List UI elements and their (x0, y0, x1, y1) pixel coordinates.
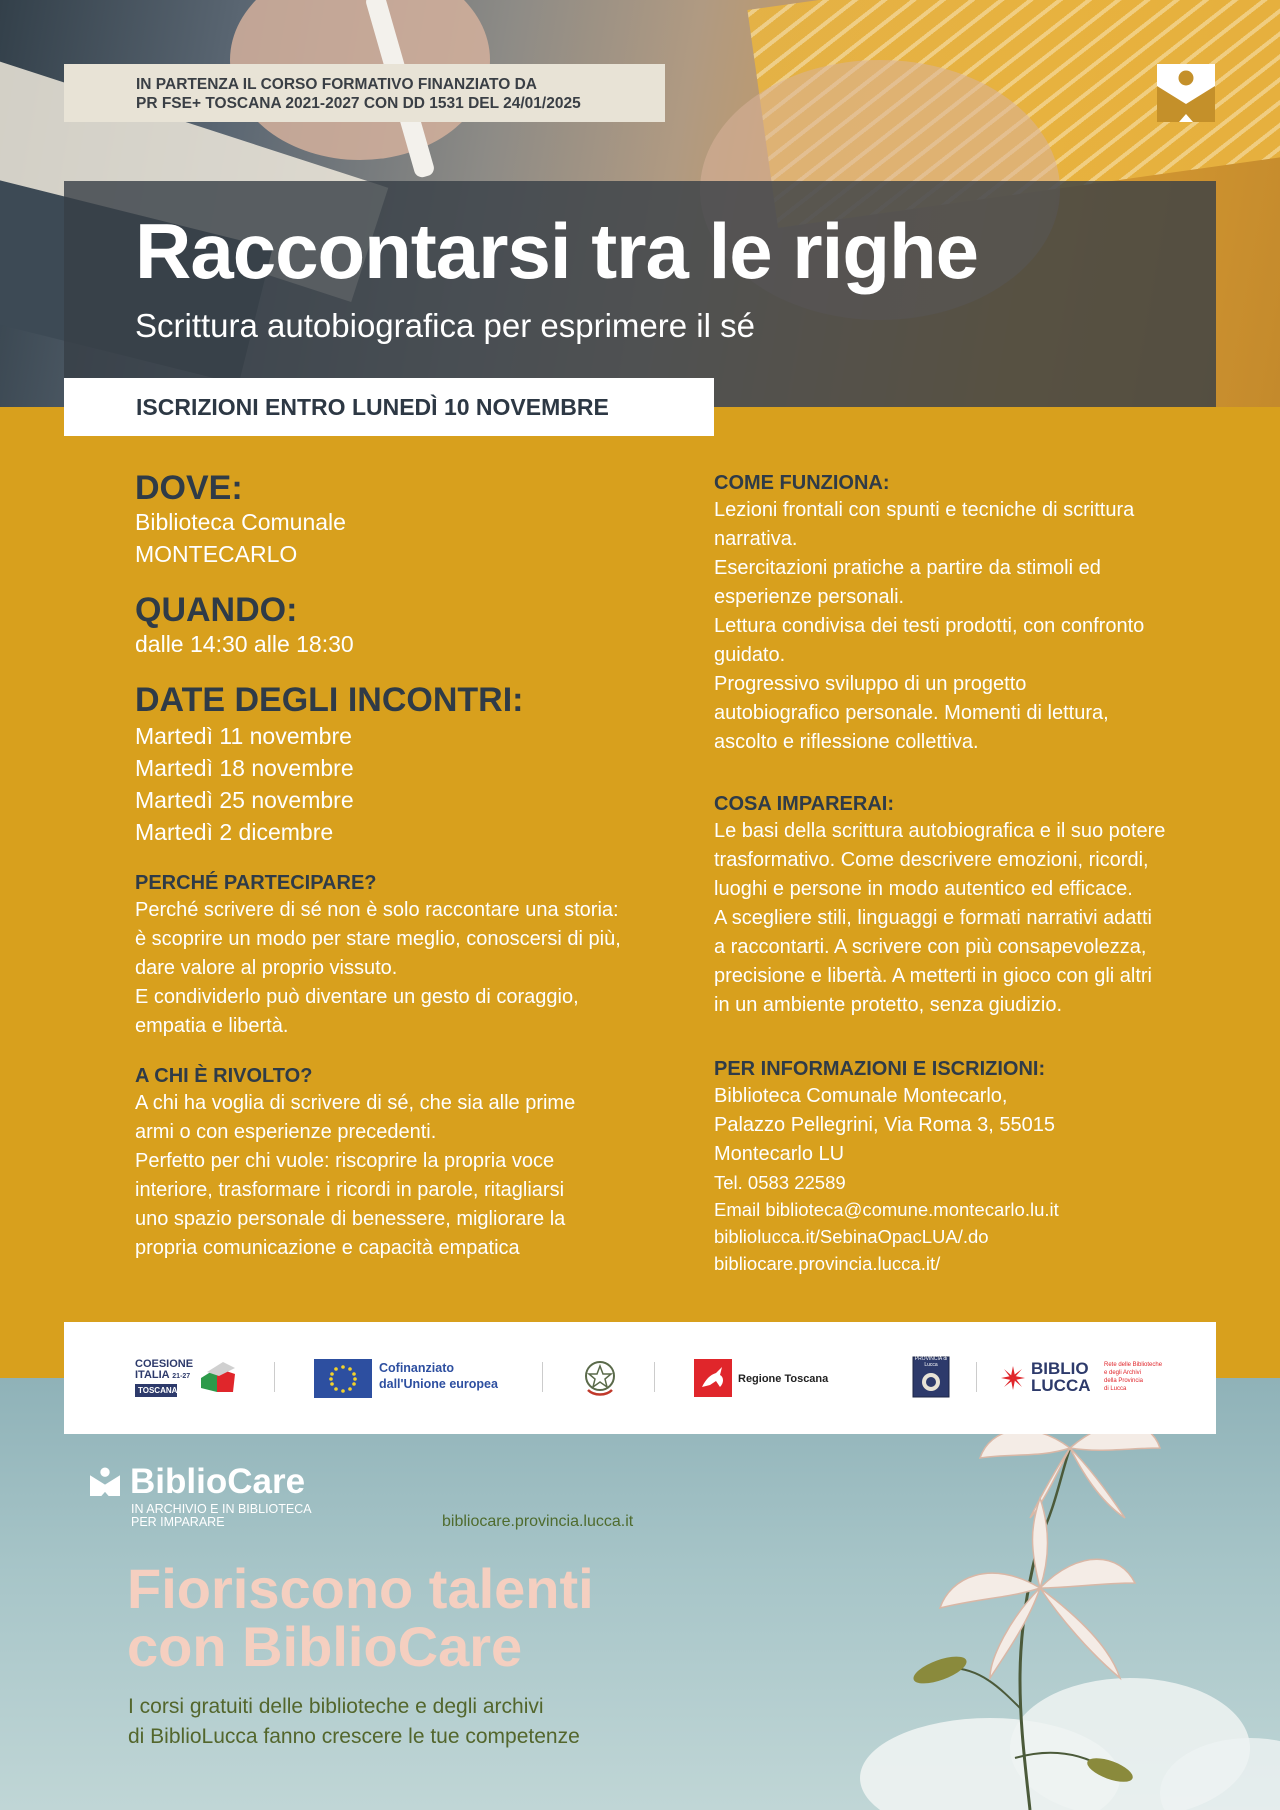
coesione-text: ITALIA (135, 1369, 170, 1381)
pegasus-icon (694, 1359, 732, 1397)
cosa-line: a raccontarti. A scrivere con più consapevolezza, (714, 936, 1147, 958)
provincia-text: PROVINCIA di Lucca (914, 1356, 948, 1368)
coesione-years: 21-27 (172, 1373, 191, 1380)
page-subtitle: Scrittura autobiografica per esprimere il sé (135, 307, 755, 344)
eu-text (379, 1360, 498, 1392)
info-heading: PER INFORMAZIONI E ISCRIZIONI: (714, 1058, 1046, 1080)
info-line: Biblioteca Comunale Montecarlo, (714, 1085, 1008, 1107)
description-line: di BiblioLucca fanno crescere le tue competenze (128, 1725, 580, 1748)
coesione-text: COESIONE (135, 1358, 194, 1370)
cosa-line: luoghi e persone in modo autentico ed efficace. (714, 878, 1133, 900)
bibliocare-logo-icon (90, 1466, 120, 1496)
cosa-text (714, 817, 1214, 1020)
tagline-line: IN ARCHIVIO E IN BIBLIOTECA (131, 1502, 312, 1516)
quando-heading: QUANDO: (135, 591, 298, 629)
perche-line: empatia e libertà. (135, 1015, 289, 1037)
coesione-logo (135, 1359, 193, 1397)
bibliolucca-small-line: Rete delle Biblioteche (1104, 1362, 1163, 1368)
a-chi-line: uno spazio personale di benessere, migliorare la (135, 1208, 566, 1230)
eu-line: Cofinanziato (379, 1361, 454, 1375)
a-chi-text (135, 1089, 675, 1263)
cosa-line: A scegliere stili, linguaggi e formati narrativi adatti (714, 907, 1152, 929)
date-list (135, 720, 675, 848)
date-item: Martedì 2 dicembre (135, 819, 334, 845)
logo-divider (976, 1362, 977, 1392)
info-line: Montecarlo LU (714, 1143, 845, 1165)
opac-link[interactable]: bibliolucca.it/SebinaOpacLUA/.do (714, 1226, 989, 1247)
come-line: Lezioni frontali con spunti e tecniche di scrittura (714, 499, 1135, 521)
eu-flag-icon (314, 1359, 372, 1398)
italian-emblem-icon (582, 1358, 618, 1398)
dove-line: Biblioteca Comunale (135, 509, 346, 535)
funding-banner (64, 64, 665, 122)
coesione-cube-icon (197, 1358, 239, 1396)
dove-heading: DOVE: (135, 469, 243, 507)
partner-logos (64, 1322, 1216, 1434)
cosa-line: in un ambiente protetto, senza giudizio. (714, 994, 1062, 1016)
headline-line: con BiblioCare (127, 1615, 523, 1678)
cosa-line: precisione e libertà. A metterti in gioco con gli altri (714, 965, 1152, 987)
bibliolucca-text (1031, 1360, 1091, 1394)
book-flowers-illustration (880, 1418, 1220, 1810)
dove-line: MONTECARLO (135, 541, 298, 567)
footer-headline (127, 1557, 594, 1678)
come-line: esperienze personali. (714, 586, 905, 608)
come-line: Esercitazioni pratiche a partire da stimoli ed (714, 557, 1101, 579)
a-chi-line: propria comunicazione e capacità empatica (135, 1237, 520, 1259)
a-chi-line: Perfetto per chi vuole: riscoprire la propria voce (135, 1150, 555, 1172)
bibliolucca-small-line: di Lucca (1104, 1386, 1127, 1392)
a-chi-line: interiore, trasformare i ricordi in parole, ritagliarsi (135, 1179, 565, 1201)
bibliolucca-subtext (1104, 1361, 1162, 1393)
tagline-line: PER IMPARARE (131, 1515, 225, 1529)
right-column (714, 470, 1214, 1277)
footer-description (128, 1692, 580, 1752)
come-line: narrativa. (714, 528, 798, 550)
a-chi-heading: A CHI È RIVOLTO? (135, 1065, 313, 1087)
come-text (714, 496, 1214, 757)
perche-line: Perché scrivere di sé non è solo raccontare una storia: (135, 899, 619, 921)
bibliocare-url[interactable]: bibliocare.provincia.lucca.it (442, 1513, 634, 1530)
date-heading: DATE DEGLI INCONTRI: (135, 681, 524, 719)
info-line: Palazzo Pellegrini, Via Roma 3, 55015 (714, 1114, 1055, 1136)
perche-line: E condividerlo può diventare un gesto di coraggio, (135, 986, 579, 1008)
date-item: Martedì 18 novembre (135, 755, 354, 781)
funding-line: PR FSE+ TOSCANA 2021-2027 CON DD 1531 DEL 24/01/2025 (136, 95, 581, 112)
logo-divider (654, 1362, 655, 1392)
cosa-line: trasformativo. Come descrivere emozioni, ricordi, (714, 849, 1149, 871)
bibliocare-mark-icon (1157, 64, 1215, 122)
come-line: autobiografico personale. Momenti di lettura, (714, 702, 1109, 724)
bibliocare-brand: BiblioCare (130, 1462, 306, 1501)
logo-divider (542, 1362, 543, 1392)
bibliocare-tagline (131, 1503, 312, 1529)
come-heading: COME FUNZIONA: (714, 472, 890, 494)
logo-divider (274, 1362, 275, 1392)
deadline-text: ISCRIZIONI ENTRO LUNEDÌ 10 NOVEMBRE (136, 394, 609, 420)
headline-line: Fioriscono talenti (127, 1557, 594, 1620)
dove-text (135, 506, 675, 570)
bibliolucca-small-line: e degli Archivi (1104, 1370, 1142, 1376)
bibliolucca-flower-icon (999, 1364, 1027, 1392)
funding-line: IN PARTENZA IL CORSO FORMATIVO FINANZIATO DA (136, 76, 537, 93)
perche-line: è scoprire un modo per stare meglio, conoscersi di più, (135, 928, 621, 950)
come-line: Progressivo sviluppo di un progetto (714, 673, 1027, 695)
eu-line: dall'Unione europea (379, 1377, 498, 1391)
regione-toscana-text: Regione Toscana (738, 1373, 829, 1385)
come-line: guidato. (714, 644, 786, 666)
email-link[interactable]: Email biblioteca@comune.montecarlo.lu.it (714, 1199, 1059, 1220)
perche-text (135, 896, 675, 1041)
description-line: I corsi gratuiti delle biblioteche e degli archivi (128, 1695, 544, 1718)
deadline-banner (64, 378, 714, 436)
info-address (714, 1082, 1214, 1169)
a-chi-line: A chi ha voglia di scrivere di sé, che sia alle prime (135, 1092, 576, 1114)
bibliolucca-line: BIBLIO (1031, 1359, 1089, 1378)
bibliolucca-small-line: della Provincia (1104, 1378, 1144, 1384)
left-column (135, 468, 675, 1263)
cosa-heading: COSA IMPARERAI: (714, 793, 894, 815)
perche-line: dare valore al proprio vissuto. (135, 957, 398, 979)
perche-heading: PERCHÉ PARTECIPARE? (135, 872, 377, 894)
date-item: Martedì 25 novembre (135, 787, 354, 813)
come-line: ascolto e riflessione collettiva. (714, 731, 979, 753)
coesione-region: TOSCANA (135, 1384, 177, 1397)
page-title: Raccontarsi tra le righe (135, 207, 978, 295)
info-contacts (714, 1169, 1214, 1277)
quando-text: dalle 14:30 alle 18:30 (135, 631, 354, 657)
a-chi-line: armi o con esperienze precedenti. (135, 1121, 437, 1143)
cosa-line: Le basi della scrittura autobiografica e il suo potere (714, 820, 1166, 842)
bibliocare-link[interactable]: bibliocare.provincia.lucca.it/ (714, 1253, 941, 1274)
date-item: Martedì 11 novembre (135, 723, 352, 749)
phone-text: Tel. 0583 22589 (714, 1172, 846, 1193)
bibliolucca-line: LUCCA (1031, 1376, 1091, 1395)
come-line: Lettura condivisa dei testi prodotti, con confronto (714, 615, 1145, 637)
